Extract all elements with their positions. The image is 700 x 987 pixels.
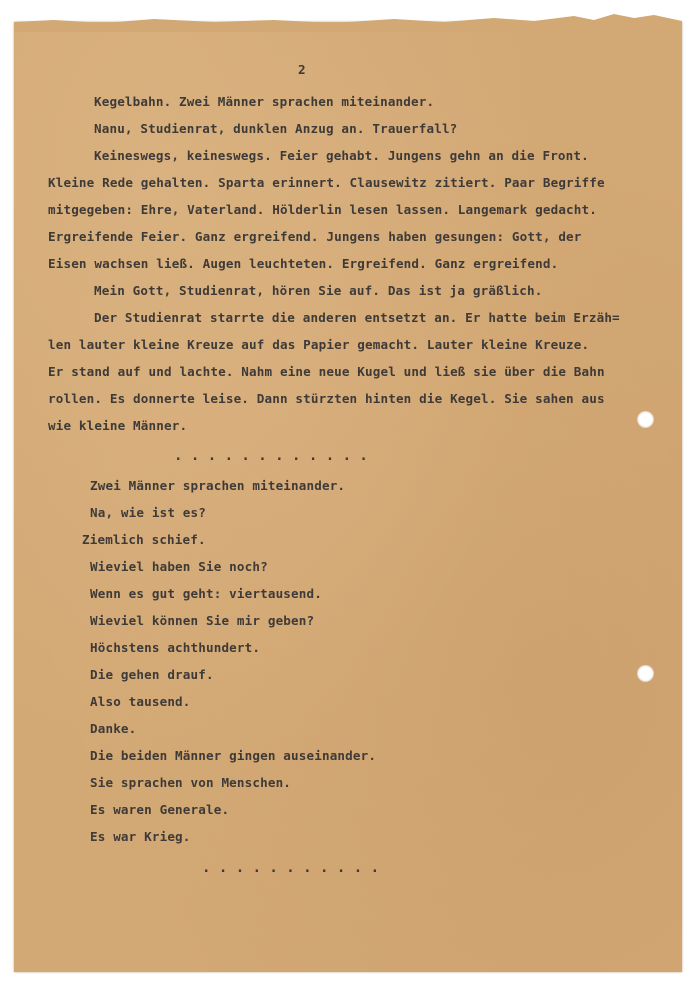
dialogue-line: Es waren Generale.: [90, 802, 230, 817]
text-line: Nanu, Studienrat, dunklen Anzug an. Trauerfall?: [94, 121, 458, 136]
text-line: mitgegeben: Ehre, Vaterland. Hölderlin lesen lassen. Langemark gedacht.: [48, 202, 597, 217]
text-line: Kleine Rede gehalten. Sparta erinnert. Clausewitz zitiert. Paar Begriffe: [48, 175, 605, 190]
dialogue-line: Ziemlich schief.: [82, 532, 206, 547]
dialogue-line: Danke.: [90, 721, 137, 736]
dialogue-line: Wieviel können Sie mir geben?: [90, 613, 315, 628]
dialogue-line: Die gehen drauf.: [90, 667, 214, 682]
text-line: Eisen wachsen ließ. Augen leuchteten. Ergreifend. Ganz ergreifend.: [48, 256, 559, 271]
page-number: 2: [298, 62, 306, 77]
torn-top-edge: [14, 12, 682, 32]
typewritten-page: [14, 22, 682, 972]
text-line: Ergreifende Feier. Ganz ergreifend. Jungens haben gesungen: Gott, der: [48, 229, 582, 244]
punch-hole: [637, 665, 654, 682]
punch-hole: [637, 411, 654, 428]
dialogue-line: Wenn es gut geht: viertausend.: [90, 586, 322, 601]
text-line: Mein Gott, Studienrat, hören Sie auf. Das ist ja gräßlich.: [94, 283, 543, 298]
text-line: Kegelbahn. Zwei Männer sprachen miteinander.: [94, 94, 435, 109]
dialogue-line: Also tausend.: [90, 694, 191, 709]
dialogue-line: Wieviel haben Sie noch?: [90, 559, 268, 574]
dialogue-line: Höchstens achthundert.: [90, 640, 261, 655]
text-line: Der Studienrat starrte die anderen entsetzt an. Er hatte beim Erzäh=: [94, 310, 620, 325]
dialogue-line: Die beiden Männer gingen auseinander.: [90, 748, 377, 763]
text-line: Er stand auf und lachte. Nahm eine neue Kugel und ließ sie über die Bahn: [48, 364, 605, 379]
section-separator: . . . . . . . . . . . .: [174, 448, 368, 464]
text-line: len lauter kleine Kreuze auf das Papier gemacht. Lauter kleine Kreuze.: [48, 337, 590, 352]
text-line: wie kleine Männer.: [48, 418, 188, 433]
text-line: Keineswegs, keineswegs. Feier gehabt. Jungens gehn an die Front.: [94, 148, 589, 163]
dialogue-line: Zwei Männer sprachen miteinander.: [90, 478, 346, 493]
text-line: rollen. Es donnerte leise. Dann stürzten hinten die Kegel. Sie sahen aus: [48, 391, 605, 406]
end-separator: . . . . . . . . . . .: [202, 860, 380, 876]
dialogue-line: Na, wie ist es?: [90, 505, 206, 520]
dialogue-line: Sie sprachen von Menschen.: [90, 775, 292, 790]
dialogue-line: Es war Krieg.: [90, 829, 191, 844]
